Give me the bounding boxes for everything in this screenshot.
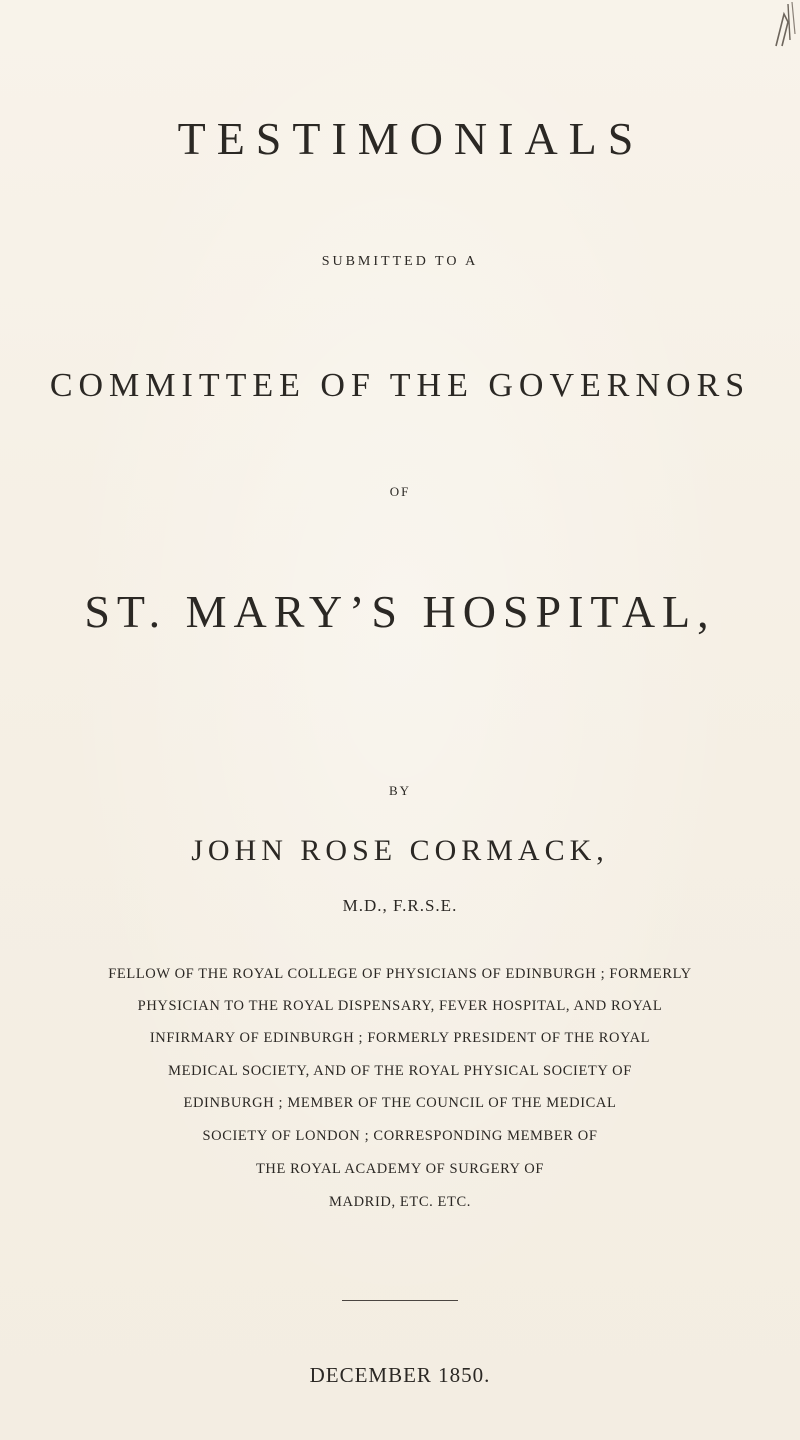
credential-line: INFIRMARY OF EDINBURGH ; FORMERLY PRESIDENT OF THE ROYAL: [149, 1030, 651, 1046]
author-name: JOHN ROSE CORMACK,: [191, 834, 609, 867]
document-title: TESTIMONIALS: [177, 113, 645, 164]
credential-line: EDINBURGH ; MEMBER OF THE COUNCIL OF THE MEDICAL: [183, 1095, 617, 1111]
credential-line: THE ROYAL ACADEMY OF SURGERY OF: [255, 1161, 545, 1177]
credential-line: FELLOW OF THE ROYAL COLLEGE OF PHYSICIANS OF EDINBURGH ; FORMERLY: [108, 966, 692, 982]
committee-heading: COMMITTEE OF THE GOVERNORS: [49, 367, 751, 404]
horizontal-rule: [342, 1300, 458, 1301]
credential-line: PHYSICIAN TO THE ROYAL DISPENSARY, FEVER HOSPITAL, AND ROYAL: [137, 998, 663, 1014]
submitted-to-line: SUBMITTED TO A: [321, 254, 479, 269]
hospital-name: ST. MARY’S HOSPITAL,: [84, 586, 716, 637]
publication-date: DECEMBER 1850.: [309, 1363, 491, 1387]
credential-line: SOCIETY OF LONDON ; CORRESPONDING MEMBER OF: [202, 1128, 598, 1144]
author-degrees: M.D., F.R.S.E.: [342, 896, 458, 915]
by-connector: BY: [388, 783, 412, 798]
of-connector: OF: [389, 484, 411, 499]
credential-line: MEDICAL SOCIETY, AND OF THE ROYAL PHYSICAL SOCIETY OF: [168, 1063, 632, 1079]
library-mark-icon: [738, 0, 798, 50]
credential-line: MADRID, ETC. ETC.: [329, 1194, 471, 1210]
